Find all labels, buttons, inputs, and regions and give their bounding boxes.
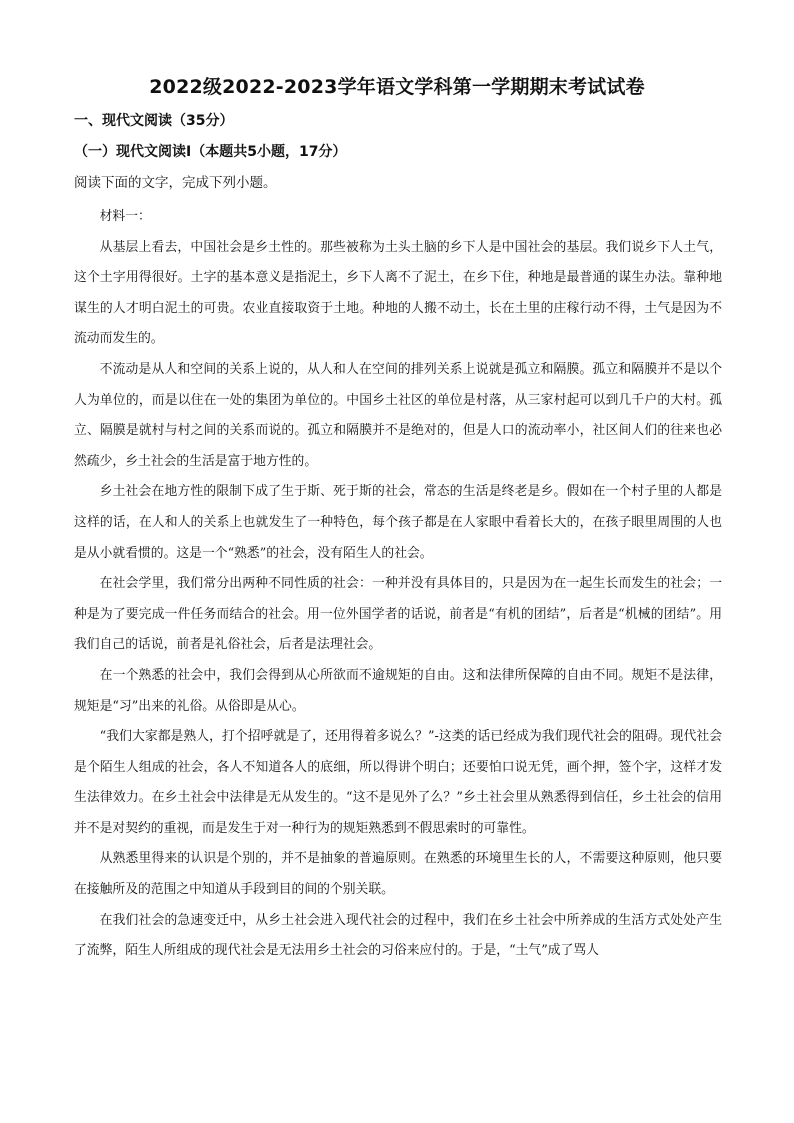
reading-material	[74, 202, 722, 967]
paragraph-4: 在社会学里，我们常分出两种不同性质的社会：一种并没有具体目的，只是因为在一起生长而发生的社会；一种是为了要完成一件任务而结合的社会。用一位外国学者的话说，前者是“有机的团结”，后者是“机械的团结”。用我们自己的话说，前者是礼俗社会，后者是法理社会。	[74, 576, 722, 653]
material-label: 材料一：	[99, 209, 151, 224]
reading-instruction: 阅读下面的文字，完成下列小题。	[74, 175, 277, 191]
subsection-heading: （一）现代文阅读Ⅰ（本题共5小题，17分）	[74, 144, 347, 160]
paragraph-1: 从基层上看去，中国社会是乡土性的。那些被称为土头土脑的乡下人是中国社会的基层。我们说乡下人土气，这个土字用得很好。土字的基本意义是指泥土，乡下人离不了泥土，在乡下住，种地是最普通的谋生办法。靠种地谋生的人才明白泥土的可贵。农业直接取资于土地。种地的人搬不动土，长在土里的庄稼行动不得，土气是因为不流动而发生的。	[74, 239, 722, 347]
paragraph-2: 不流动是从人和空间的关系上说的，从人和人在空间的排列关系上说就是孤立和隔膜。孤立和隔膜并不是以个人为单位的，而是以住在一处的集团为单位的。中国乡土社区的单位是村落，从三家村起可以到几千户的大村。孤立、隔膜是就村与村之间的关系而说的。孤立和隔膜并不是绝对的，但是人口的流动率小，社区间人们的往来也必然疏少，乡土社会的生活是富于地方性的。	[74, 361, 722, 469]
paragraph-7: 从熟悉里得来的认识是个别的，并不是抽象的普遍原则。在熟悉的环境里生长的人，不需要这种原则，他只要在接触所及的范围之中知道从手段到目的间的个别关联。	[74, 851, 722, 898]
section-heading: 一、现代文阅读（35分）	[74, 113, 234, 129]
exam-title: 2022级2022-2023学年语文学科第一学期期末考试试卷	[149, 76, 645, 98]
paragraph-5: 在一个熟悉的社会中，我们会得到从心所欲而不逾规矩的自由。这和法律所保障的自由不同。规矩不是法律，规矩是“习”出来的礼俗。从俗即是从心。	[74, 667, 722, 714]
paragraph-8: 在我们社会的急速变迁中，从乡土社会进入现代社会的过程中，我们在乡土社会中所养成的生活方式处处产生了流弊，陌生人所组成的现代社会是无法用乡土社会的习俗来应付的。于是，“土气”成了骂人	[74, 912, 722, 959]
paragraph-3: 乡土社会在地方性的限制下成了生于斯、死于斯的社会，常态的生活是终老是乡。假如在一个村子里的人都是这样的话，在人和人的关系上也就发生了一种特色，每个孩子都是在人家眼中看着长大的，在孩子眼里周围的人也是从小就看惯的。这是一个“熟悉”的社会，没有陌生人的社会。	[74, 484, 722, 561]
paragraph-6: “我们大家都是熟人，打个招呼就是了，还用得着多说么？”-这类的话已经成为我们现代社会的阻碍。现代社会是个陌生人组成的社会，各人不知道各人的底细，所以得讲个明白；还要怕口说无凭，画个押，签个字，这样才发生法律效力。在乡土社会中法律是无从发生的。“这不是见外了么？”乡土社会里从熟悉得到信任，乡土社会的信用并不是对契约的重视，而是发生于对一种行为的规矩熟悉到不假思索时的可靠性。	[74, 729, 722, 836]
